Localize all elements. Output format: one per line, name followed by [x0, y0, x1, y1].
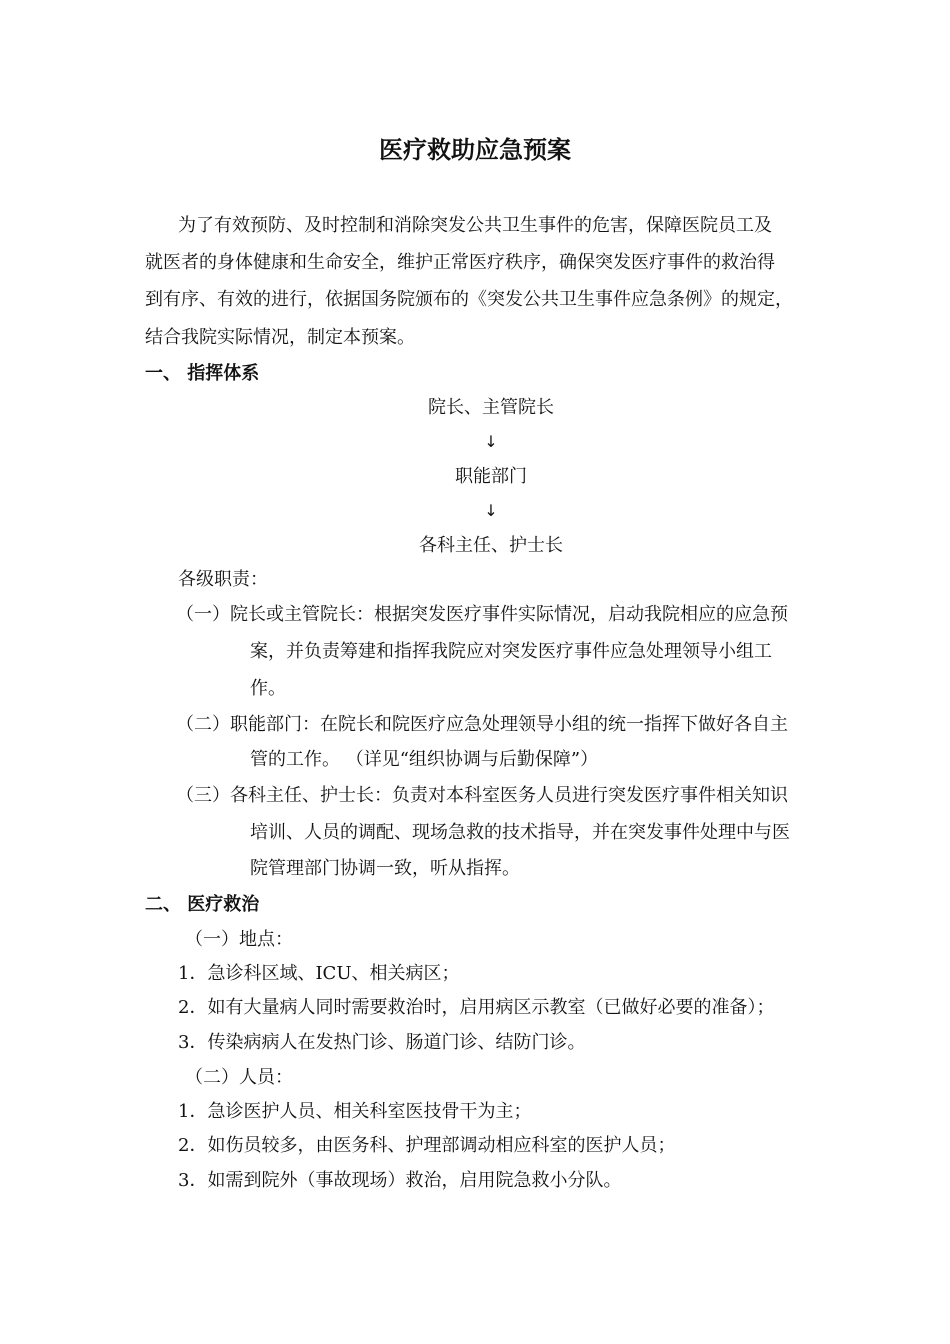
- list-item: 2．如伤员较多，由医务科、护理部调动相应科室的医护人员；: [178, 1135, 676, 1156]
- duty-line: （一）院长或主管院长：根据突发医疗事件实际情况，启动我院相应的应急预: [176, 604, 788, 625]
- list-item: 3．如需到院外（事故现场）救治，启用院急救小分队。: [178, 1170, 622, 1191]
- duty-line: 院管理部门协调一致，听从指挥。: [250, 858, 520, 879]
- intro-line: 就医者的身体健康和生命安全，维护正常医疗秩序，确保突发医疗事件的救治得: [145, 252, 775, 273]
- chain-node: 各科主任、护士长: [419, 535, 563, 556]
- duty-line: （二）职能部门：在院长和院医疗应急处理领导小组的统一指挥下做好各自主: [176, 714, 788, 735]
- list-item: 3．传染病病人在发热门诊、肠道门诊、结防门诊。: [178, 1032, 586, 1053]
- section-heading: 一、 指挥体系: [145, 363, 260, 384]
- down-arrow-icon: ↓: [484, 501, 498, 520]
- intro-line: 到有序、有效的进行，依据国务院颁布的《突发公共卫生事件应急条例》的规定，: [145, 289, 793, 310]
- duty-line: （三）各科主任、护士长：负责对本科室医务人员进行突发医疗事件相关知识: [176, 785, 788, 806]
- chain-node: 职能部门: [455, 466, 527, 487]
- subsection-label: （二）人员：: [185, 1067, 293, 1088]
- intro-line: 结合我院实际情况，制定本预案。: [145, 327, 415, 348]
- subsection-label: （一）地点：: [185, 929, 293, 950]
- chain-node: 院长、主管院长: [428, 397, 554, 418]
- down-arrow-icon: ↓: [484, 432, 498, 451]
- duty-line: 培训、人员的调配、现场急救的技术指导，并在突发事件处理中与医: [250, 822, 790, 843]
- list-item: 1．急诊科区域、ICU、相关病区；: [178, 963, 460, 984]
- list-item: 1．急诊医护人员、相关科室医技骨干为主；: [178, 1101, 532, 1122]
- intro-line: 为了有效预防、及时控制和消除突发公共卫生事件的危害，保障医院员工及: [178, 215, 772, 236]
- section-heading: 二、 医疗救治: [145, 894, 260, 915]
- duty-line: 管的工作。 （详见“组织协调与后勤保障”）: [250, 749, 599, 770]
- duties-label: 各级职责：: [178, 569, 268, 590]
- duty-line: 作。: [250, 678, 286, 699]
- duty-line: 案，并负责筹建和指挥我院应对突发医疗事件应急处理领导小组工: [250, 641, 772, 662]
- list-item: 2．如有大量病人同时需要救治时，启用病区示教室（已做好必要的准备）；: [178, 997, 775, 1018]
- document-title: 医疗救助应急预案: [379, 135, 571, 164]
